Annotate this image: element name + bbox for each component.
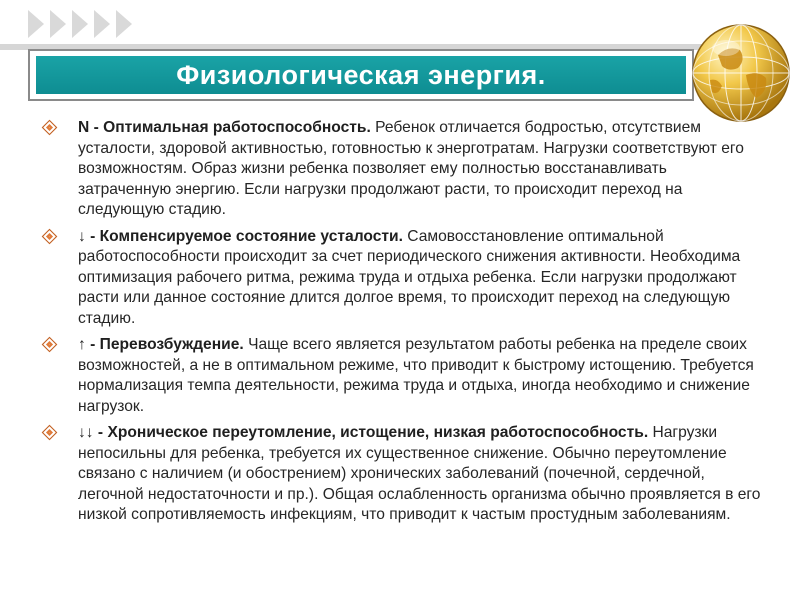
list-item-body: Ребенок отличается бодростью, отсутствием усталости, здоровой активностью, готовностью к энерготратам. Нагрузки соответствуют его возможностям. Образ жизни ребенка позволяет ему полностью восстанавливать затраченную энергию. Если нагрузки продолжают расти, то происходит переход на следующую стадию.	[78, 119, 744, 218]
list-item-body: Самовосстановление оптимальной работоспособности происходит за счет периодического снижения активности. Необходима оптимизация рабочего ритма, режима труда и отдыха ребенка. Если нагрузки продолжают расти или данное состояние длится долгое время, то происходит переход на следующую стадию.	[78, 227, 741, 327]
list-item-body: Нагрузки непосильны для ребенка, требуется их существенное снижение. Обычно переутомление связано с наличием (и обострением) хронических заболеваний (почечной, сердечной, легочной недостаточности и пр.). Общая ослабленность организма обычно проявляется в его низкой сопротивляемость инфекциям, что приводит к частым простудным заболеваниям.	[78, 424, 761, 523]
list-item-heading: ↓↓ - Хроническое переутомление, истощение, низкая работоспособность.	[78, 424, 649, 441]
list-item	[42, 118, 762, 221]
list-item-heading: ↑ - Перевозбуждение.	[78, 336, 244, 353]
list-item-text	[78, 118, 762, 221]
slide-title: Физиологическая энергия.	[176, 59, 546, 90]
list-item	[42, 227, 762, 330]
list-item-heading: ↓ - Компенсируемое состояние усталости.	[78, 227, 403, 245]
list-item-text	[78, 335, 762, 417]
arrow-right-icon	[50, 10, 66, 38]
list-item-body: Чаще всего является результатом работы ребенка на пределе своих возможностей, а не в оптимальном режиме, что приводит к быстрому истощению. Требуется нормализация темпа деятельности, режима труда и отдыха, иногда необходимо и снижение нагрузок.	[78, 336, 754, 415]
decorative-arrows	[28, 10, 132, 40]
diamond-bullet-icon	[42, 228, 58, 244]
list-item-heading: N - Оптимальная работоспособность.	[78, 119, 371, 136]
arrow-right-icon	[94, 10, 110, 38]
list-item	[42, 423, 762, 526]
title-frame	[28, 49, 694, 101]
arrow-right-icon	[72, 10, 88, 38]
arrow-right-icon	[116, 10, 132, 38]
list-item-text	[78, 423, 762, 526]
title-bar	[36, 56, 686, 94]
list-item-text	[78, 227, 762, 330]
bullet-list	[42, 118, 762, 532]
arrow-right-icon	[28, 10, 44, 38]
list-item	[42, 335, 762, 417]
diamond-bullet-icon	[42, 337, 58, 353]
globe-icon	[688, 20, 794, 126]
diamond-bullet-icon	[42, 120, 58, 136]
diamond-bullet-icon	[42, 425, 58, 441]
